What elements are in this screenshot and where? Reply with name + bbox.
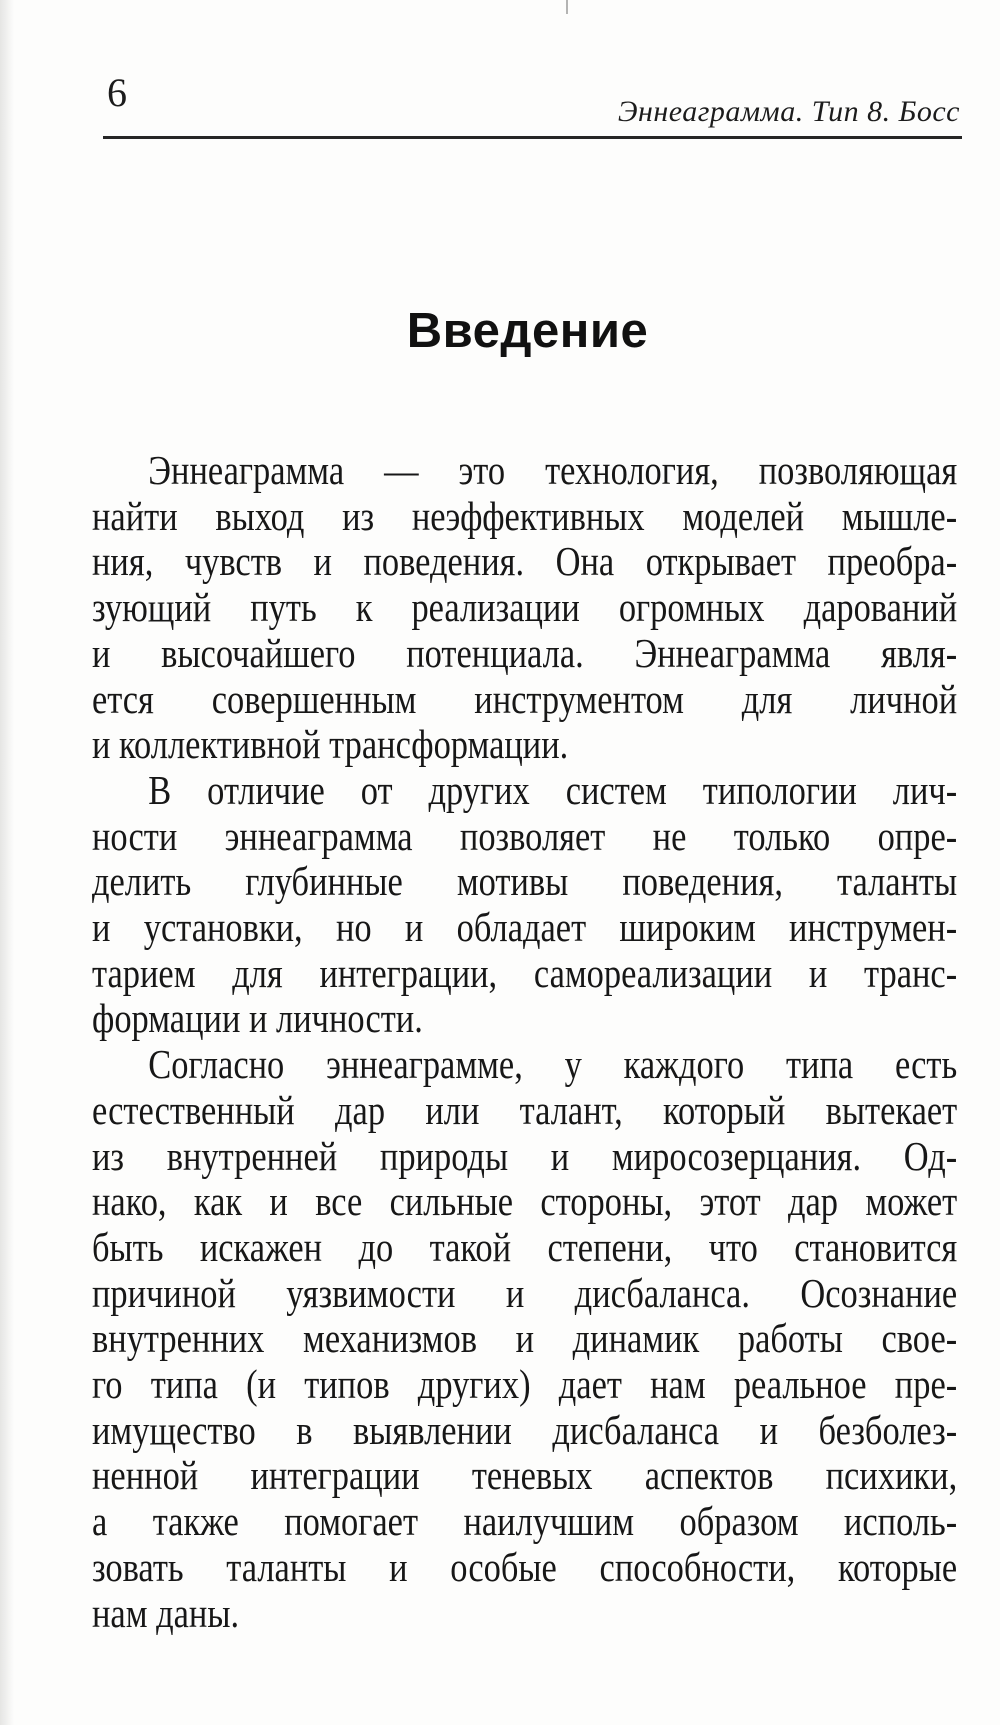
text-line: го типа (и типов других) дает нам реальное пре- — [92, 1361, 958, 1408]
text-line: а также помогает наилучшим образом исполь- — [92, 1498, 958, 1545]
text-line: зовать таланты и особые способности, которые — [92, 1543, 958, 1590]
text-line: и коллективной трансформации. — [92, 721, 569, 768]
header-rule — [103, 136, 962, 139]
paragraph — [92, 448, 957, 768]
text-line: ности эннеаграмма позволяет не только опре- — [92, 812, 958, 859]
text-line: ненной интеграции теневых аспектов психики, — [92, 1452, 958, 1499]
chapter-title: Введение — [406, 304, 649, 358]
text-line: и установки, но и обладает широким инструмен- — [92, 904, 958, 951]
paragraph — [92, 768, 957, 1042]
text-line: ется совершенным инструментом для личной — [92, 675, 958, 722]
text-line: внутренних механизмов и динамик работы свое- — [92, 1315, 958, 1362]
text-line: причиной уязвимости и дисбаланса. Осознание — [92, 1269, 958, 1316]
text-line: найти выход из неэффективных моделей мышле- — [92, 492, 958, 539]
text-line: формации и личности. — [92, 995, 423, 1042]
text-line: нако, как и все сильные стороны, этот дар может — [92, 1178, 958, 1225]
text-line: из внутренней природы и миросозерцания. Од- — [92, 1132, 958, 1179]
text-line: нам даны. — [92, 1589, 240, 1636]
text-line: Эннеаграмма — это технология, позволяющая — [148, 447, 958, 493]
text-line: естественный дар или талант, который вытекает — [92, 1086, 958, 1133]
text-line: ния, чувств и поведения. Она открывает преобра- — [92, 538, 958, 585]
scan-crease-mark — [566, 0, 568, 14]
text-line: В отличие от других систем типологии лич- — [148, 766, 958, 813]
page-number: 6 — [107, 70, 127, 115]
text-line: и высочайшего потенциала. Эннеаграмма явля- — [92, 629, 958, 676]
text-line: имущество в выявлении дисбаланса и безболез- — [92, 1406, 958, 1453]
body-text — [92, 448, 957, 1636]
text-line: делить глубинные мотивы поведения, таланты — [92, 858, 958, 905]
text-line: быть искажен до такой степени, что становится — [92, 1223, 958, 1270]
paragraph — [92, 1042, 957, 1636]
running-title: Эннеаграмма. Тип 8. Босс — [617, 95, 960, 128]
text-line: зующий путь к реализации огромных дарований — [92, 584, 958, 631]
text-line: тарием для интеграции, самореализации и транс- — [92, 949, 958, 996]
text-line: Согласно эннеаграмме, у каждого типа есть — [148, 1041, 958, 1088]
